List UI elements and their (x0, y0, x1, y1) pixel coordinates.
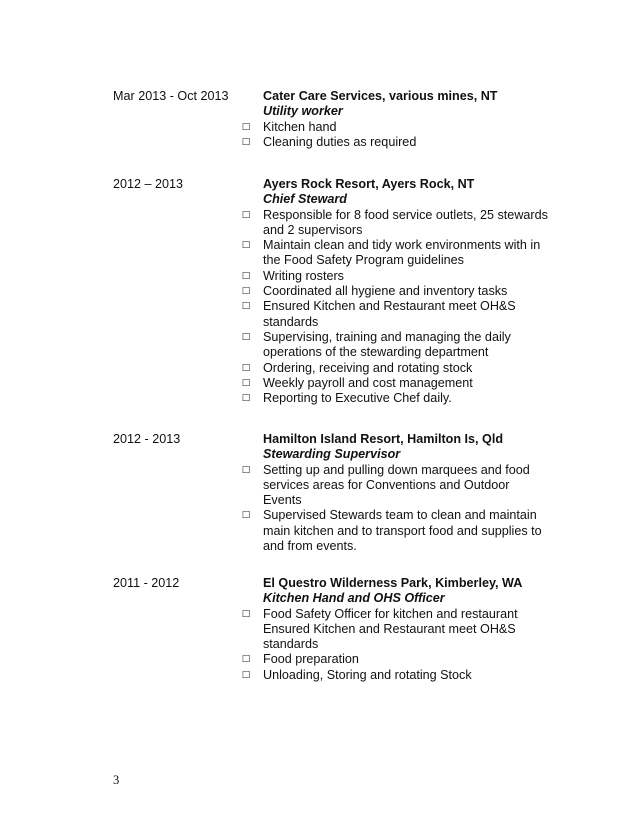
bullet-icon: □ (241, 301, 251, 312)
bullet-icon: □ (241, 209, 251, 220)
job-date: 2012 - 2013 (113, 432, 181, 446)
job-duties-list (241, 462, 548, 555)
duty-item: □ Setting up and pulling down marquees and food services areas for Conventions and Outdoor Events (241, 462, 530, 508)
job-details (241, 576, 548, 683)
job-date: 2012 – 2013 (113, 177, 184, 191)
job-date: 2011 - 2012 (113, 576, 180, 590)
duty-item: □ Kitchen hand (241, 119, 337, 134)
duty-item: □ Maintain clean and tidy work environments with in the Food Safety Program guidelines (241, 238, 541, 268)
bullet-icon: □ (241, 286, 251, 297)
job-role: Utility worker (263, 104, 343, 119)
bullet-icon: □ (241, 362, 251, 373)
bullet-icon: □ (241, 608, 251, 619)
job-role: Kitchen Hand and OHS Officer (263, 591, 445, 606)
duty-item: □ Responsible for 8 food service outlets, 25 stewards and 2 supervisors (241, 207, 548, 237)
bullet-icon: □ (241, 240, 251, 251)
bullet-icon: □ (241, 331, 251, 342)
bullet-icon: □ (241, 121, 251, 132)
bullet-icon: □ (241, 464, 251, 475)
job-duties-list (241, 606, 548, 683)
job-details (241, 89, 548, 150)
duty-item: □ Food Safety Officer for kitchen and restaurant Ensured Kitchen and Restaurant meet OH&S standards (241, 606, 518, 652)
job-employer: Cater Care Services, various mines, NT (263, 89, 498, 103)
duty-item: □ Ordering, receiving and rotating stock (241, 360, 473, 375)
duty-item: □ Coordinated all hygiene and inventory tasks (241, 284, 508, 299)
bullet-icon: □ (241, 510, 251, 521)
bullet-icon: □ (241, 270, 251, 281)
duty-item: □ Ensured Kitchen and Restaurant meet OH&S standards (241, 299, 516, 329)
job-duties-list (241, 207, 548, 407)
job-details (241, 177, 548, 406)
job-employer: Hamilton Island Resort, Hamilton Is, Qld (263, 432, 504, 446)
duty-item: □ Unloading, Storing and rotating Stock (241, 667, 472, 682)
duty-item: □ Weekly payroll and cost management (241, 375, 473, 390)
bullet-icon: □ (241, 393, 251, 404)
bullet-icon: □ (241, 136, 251, 147)
job-date: Mar 2013 - Oct 2013 (113, 89, 229, 103)
bullet-icon: □ (241, 669, 251, 680)
job-role: Chief Steward (263, 192, 347, 207)
page-number: 3 (113, 773, 120, 787)
bullet-icon: □ (241, 377, 251, 388)
duty-item: □ Supervised Stewards team to clean and maintain main kitchen and to transport food and supplies to and from events. (241, 508, 542, 554)
job-duties-list (241, 119, 548, 151)
duty-item: □ Cleaning duties as required (241, 134, 417, 149)
job-details (241, 432, 548, 554)
duty-item: □ Writing rosters (241, 268, 344, 283)
job-employer: Ayers Rock Resort, Ayers Rock, NT (263, 177, 475, 191)
bullet-icon: □ (241, 654, 251, 665)
job-role: Stewarding Supervisor (263, 447, 401, 462)
job-employer: El Questro Wilderness Park, Kimberley, WA (263, 576, 523, 590)
duty-item: □ Supervising, training and managing the daily operations of the stewarding department (241, 329, 511, 360)
duty-item: □ Reporting to Executive Chef daily. (241, 391, 452, 406)
duty-item: □ Food preparation (241, 652, 359, 667)
